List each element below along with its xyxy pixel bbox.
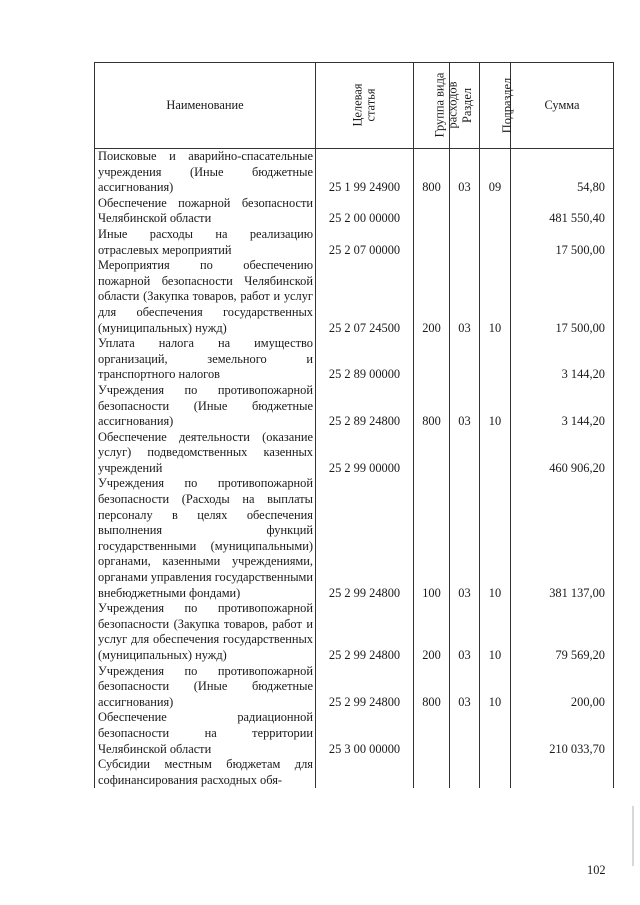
row-group — [414, 430, 450, 477]
table-row — [95, 383, 614, 430]
row-code — [316, 757, 414, 788]
row-group: 200 — [414, 601, 450, 663]
row-group: 100 — [414, 476, 450, 601]
header-target-article — [316, 63, 414, 149]
row-code: 25 2 00 00000 — [316, 196, 414, 227]
row-section: 03 — [450, 149, 480, 196]
row-code: 25 2 07 24500 — [316, 258, 414, 336]
row-section — [450, 336, 480, 383]
table-row — [95, 149, 614, 196]
row-subsection: 09 — [480, 149, 511, 196]
budget-page — [94, 62, 614, 850]
row-section — [450, 757, 480, 788]
table-row — [95, 664, 614, 711]
row-group — [414, 196, 450, 227]
row-subsection — [480, 336, 511, 383]
row-subsection — [480, 710, 511, 757]
row-name: Уплата налога на имущество организаций, земельного и транспортного налогов — [95, 336, 316, 383]
row-sum — [511, 757, 614, 788]
row-group: 800 — [414, 664, 450, 711]
header-subsection — [480, 63, 515, 149]
row-name: Поисковые и аварийно-спасательные учреждения (Иные бюджетные ассигнования) — [95, 149, 316, 196]
header-expense-group-label — [433, 72, 459, 137]
row-subsection: 10 — [480, 383, 511, 430]
header-subsection-label: Подраздел — [500, 77, 515, 133]
row-name: Субсидии местным бюджетам для софинансирования расходных обя- — [95, 757, 316, 788]
table-row — [95, 757, 614, 788]
row-sum: 381 137,00 — [511, 476, 614, 601]
header-name — [95, 63, 316, 149]
header-name-label: Наименование — [166, 97, 244, 112]
table-row — [95, 601, 614, 663]
row-code: 25 3 00 00000 — [316, 710, 414, 757]
table-row — [95, 227, 614, 258]
row-group: 200 — [414, 258, 450, 336]
row-name: Обеспечение деятельности (оказание услуг) подведомственных казенных учреждений — [95, 430, 316, 477]
header-code-line1: Целевая — [350, 83, 365, 127]
row-sum: 79 569,20 — [511, 601, 614, 663]
row-subsection — [480, 757, 511, 788]
row-group: 800 — [414, 383, 450, 430]
row-sum: 200,00 — [511, 664, 614, 711]
header-expense-group — [414, 63, 460, 149]
row-subsection: 10 — [480, 664, 511, 711]
row-group: 800 — [414, 149, 450, 196]
row-section: 03 — [450, 476, 480, 601]
row-section — [450, 227, 480, 258]
row-code: 25 2 99 24800 — [316, 664, 414, 711]
row-subsection: 10 — [480, 601, 511, 663]
row-name: Учреждения по противопожарной безопасности (Закупка товаров, работ и услуг для обеспечения государственных (муниципальных) нужд) — [95, 601, 316, 663]
row-sum: 17 500,00 — [511, 227, 614, 258]
row-sum: 481 550,40 — [511, 196, 614, 227]
budget-table — [94, 62, 614, 788]
row-name: Иные расходы на реализацию отраслевых мероприятий — [95, 227, 316, 258]
row-name: Обеспечение радиационной безопасности на территории Челябинской области — [95, 710, 316, 757]
table-row — [95, 430, 614, 477]
header-section-label: Раздел — [460, 87, 475, 123]
row-name: Учреждения по противопожарной безопасности (Иные бюджетные ассигнования) — [95, 664, 316, 711]
header-group-line1: Группа вида — [432, 72, 447, 138]
header-code-line2: статья — [363, 88, 378, 122]
table-header-row — [95, 63, 614, 149]
row-section — [450, 710, 480, 757]
row-sum: 17 500,00 — [511, 258, 614, 336]
row-section: 03 — [450, 258, 480, 336]
row-code: 25 2 99 24800 — [316, 476, 414, 601]
page-number: 102 — [587, 863, 606, 877]
row-code: 25 2 89 00000 — [316, 336, 414, 383]
row-subsection: 10 — [480, 476, 511, 601]
table-row — [95, 258, 614, 336]
row-sum: 3 144,20 — [511, 383, 614, 430]
row-name: Мероприятия по обеспечению пожарной безопасности Челябинской области (Закупка товаров, работ и услуг для обеспечения государственных (муниципальных) нужд) — [95, 258, 316, 336]
row-section: 03 — [450, 601, 480, 663]
row-section: 03 — [450, 664, 480, 711]
header-group-line2: расходов — [445, 81, 460, 129]
table-row — [95, 476, 614, 601]
header-target-article-label — [352, 83, 378, 126]
row-group — [414, 757, 450, 788]
table-row — [95, 710, 614, 757]
header-sum-label: Сумма — [544, 97, 580, 112]
row-name: Учреждения по противопожарной безопасности (Расходы на выплаты персоналу в целях обеспечения выполнения функций государственными (муниципальными) органами, казенными учреждениями, органами управления государственными внебюджетными фондами) — [95, 476, 316, 601]
row-name: Учреждения по противопожарной безопасности (Иные бюджетные ассигнования) — [95, 383, 316, 430]
scan-edge-mark — [632, 806, 634, 866]
table-row — [95, 336, 614, 383]
row-section — [450, 430, 480, 477]
row-code: 25 1 99 24900 — [316, 149, 414, 196]
table-row — [95, 196, 614, 227]
row-code: 25 2 99 00000 — [316, 430, 414, 477]
row-sum: 54,80 — [511, 149, 614, 196]
row-section: 03 — [450, 383, 480, 430]
row-sum: 460 906,20 — [511, 430, 614, 477]
row-section — [450, 196, 480, 227]
row-sum: 3 144,20 — [511, 336, 614, 383]
row-code: 25 2 99 24800 — [316, 601, 414, 663]
row-code: 25 2 89 24800 — [316, 383, 414, 430]
row-group — [414, 710, 450, 757]
row-code: 25 2 07 00000 — [316, 227, 414, 258]
header-sum — [511, 63, 614, 149]
row-group — [414, 227, 450, 258]
row-subsection — [480, 430, 511, 477]
row-group — [414, 336, 450, 383]
row-subsection — [480, 196, 511, 227]
row-subsection: 10 — [480, 258, 511, 336]
row-subsection — [480, 227, 511, 258]
row-name: Обеспечение пожарной безопасности Челябинской области — [95, 196, 316, 227]
row-sum: 210 033,70 — [511, 710, 614, 757]
